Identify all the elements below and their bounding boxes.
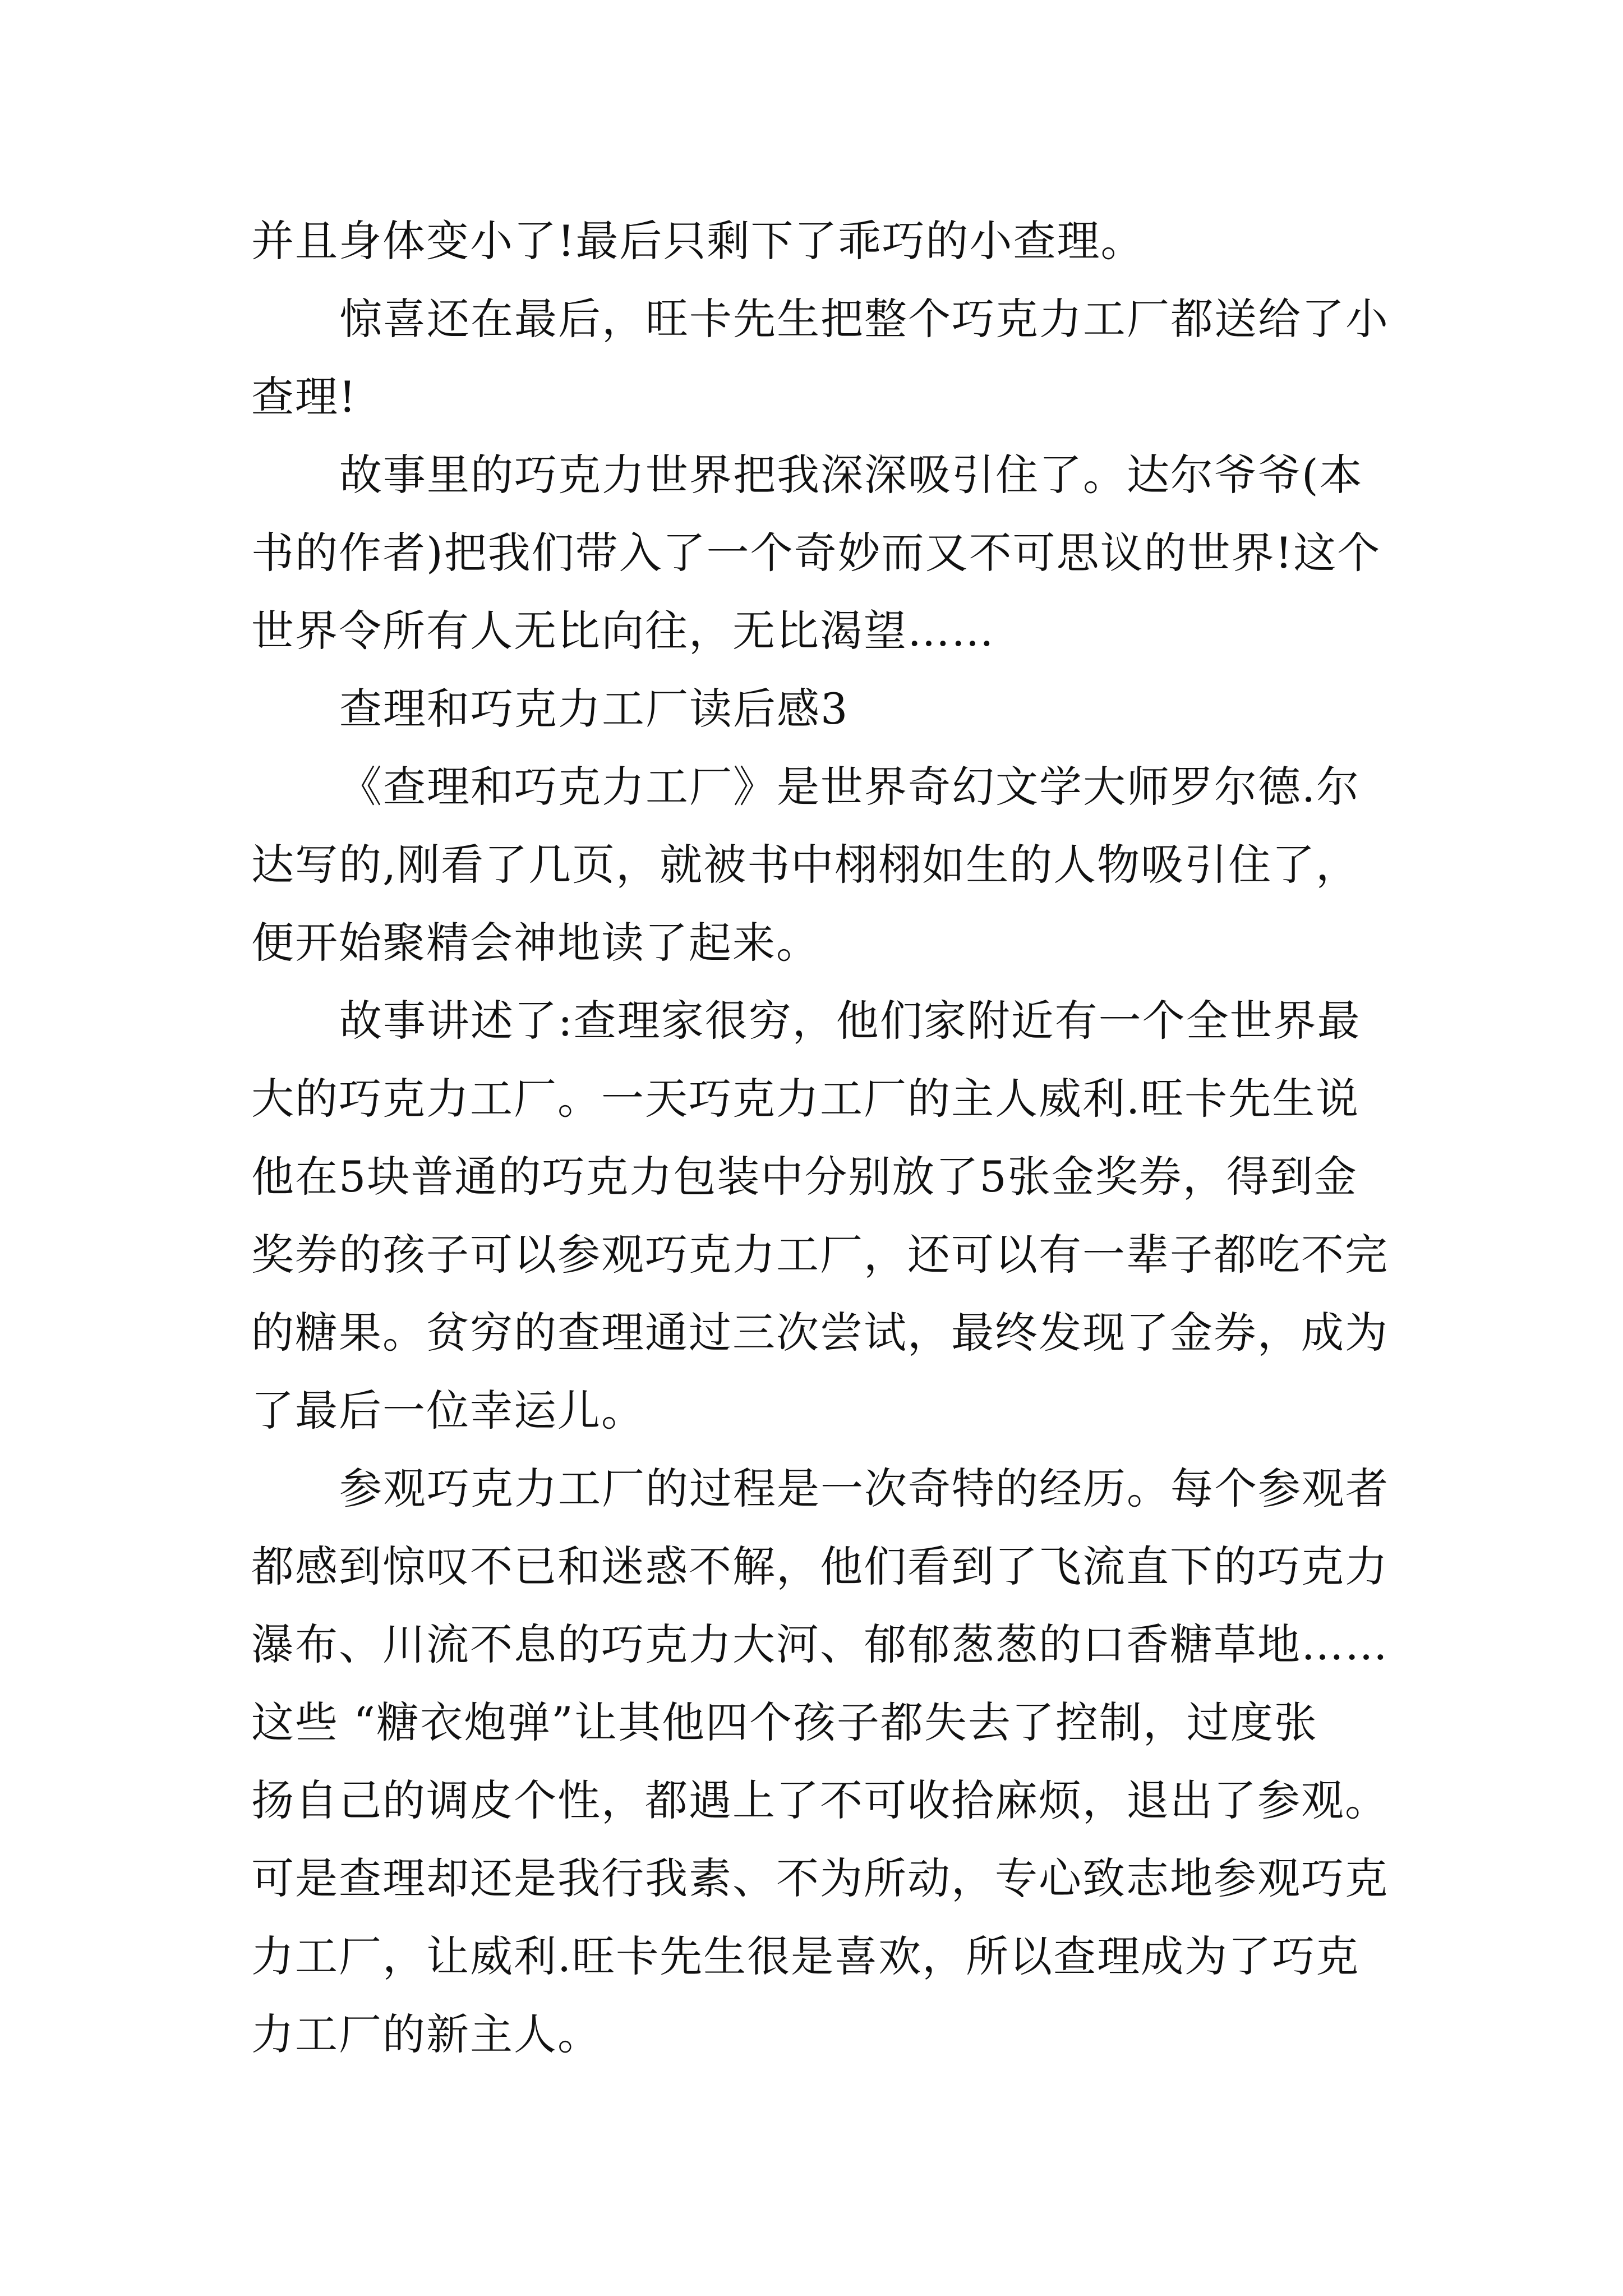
paragraph-first-line: 参观巧克力工厂的过程是一次奇特的经历。每个参观者 <box>339 1464 1389 1513</box>
text-line: 达写的,刚看了几页，就被书中栩栩如生的人物吸引住了， <box>251 840 1360 890</box>
text-line: 并且身体变小了!最后只剩下了乖巧的小查理。 <box>251 216 1145 266</box>
text-line: 书的作者)把我们带入了一个奇妙而又不可思议的世界!这个 <box>251 528 1381 578</box>
text-line: 这些 “糖衣炮弹”让其他四个孩子都失去了控制，过度张 <box>251 1697 1318 1747</box>
text-line: 了最后一位幸运儿。 <box>251 1386 645 1435</box>
paragraph-first-line: 故事里的巧克力世界把我深深吸引住了。达尔爷爷(本 <box>339 450 1363 500</box>
text-line: 瀑布、川流不息的巧克力大河、郁郁葱葱的口香糖草地…… <box>251 1619 1389 1669</box>
paragraph-first-line: 《查理和巧克力工厂》是世界奇幻文学大师罗尔德.尔 <box>339 762 1361 812</box>
paragraph-first-line: 故事讲述了:查理家很穷，他们家附近有一个全世界最 <box>339 996 1361 1046</box>
text-line: 大的巧克力工厂。一天巧克力工厂的主人威利.旺卡先生说 <box>251 1074 1360 1124</box>
paragraph-first-line: 惊喜还在最后，旺卡先生把整个巧克力工厂都送给了小 <box>339 294 1389 344</box>
text-line: 奖券的孩子可以参观巧克力工厂，还可以有一辈子都吃不完 <box>251 1230 1389 1280</box>
text-line: 力工厂的新主人。 <box>251 2009 601 2059</box>
text-line: 的糖果。贫穷的查理通过三次尝试，最终发现了金券，成为 <box>251 1308 1389 1358</box>
text-line: 扬自己的调皮个性，都遇上了不可收拾麻烦，退出了参观。 <box>251 1775 1389 1825</box>
text-line: 世界令所有人无比向往，无比渴望…… <box>251 606 995 656</box>
text-line: 力工厂，让威利.旺卡先生很是喜欢，所以查理成为了巧克 <box>251 1931 1360 1981</box>
text-line: 可是查理却还是我行我素、不为所动，专心致志地参观巧克 <box>251 1853 1389 1903</box>
text-line: 便开始聚精会神地读了起来。 <box>251 918 820 968</box>
text-line: 他在5块普通的巧克力包装中分别放了5张金奖券，得到金 <box>251 1152 1358 1202</box>
text-line: 查理! <box>251 372 357 422</box>
section-heading: 查理和巧克力工厂读后感3 <box>339 684 849 734</box>
text-line: 都感到惊叹不已和迷惑不解，他们看到了飞流直下的巧克力 <box>251 1542 1389 1591</box>
